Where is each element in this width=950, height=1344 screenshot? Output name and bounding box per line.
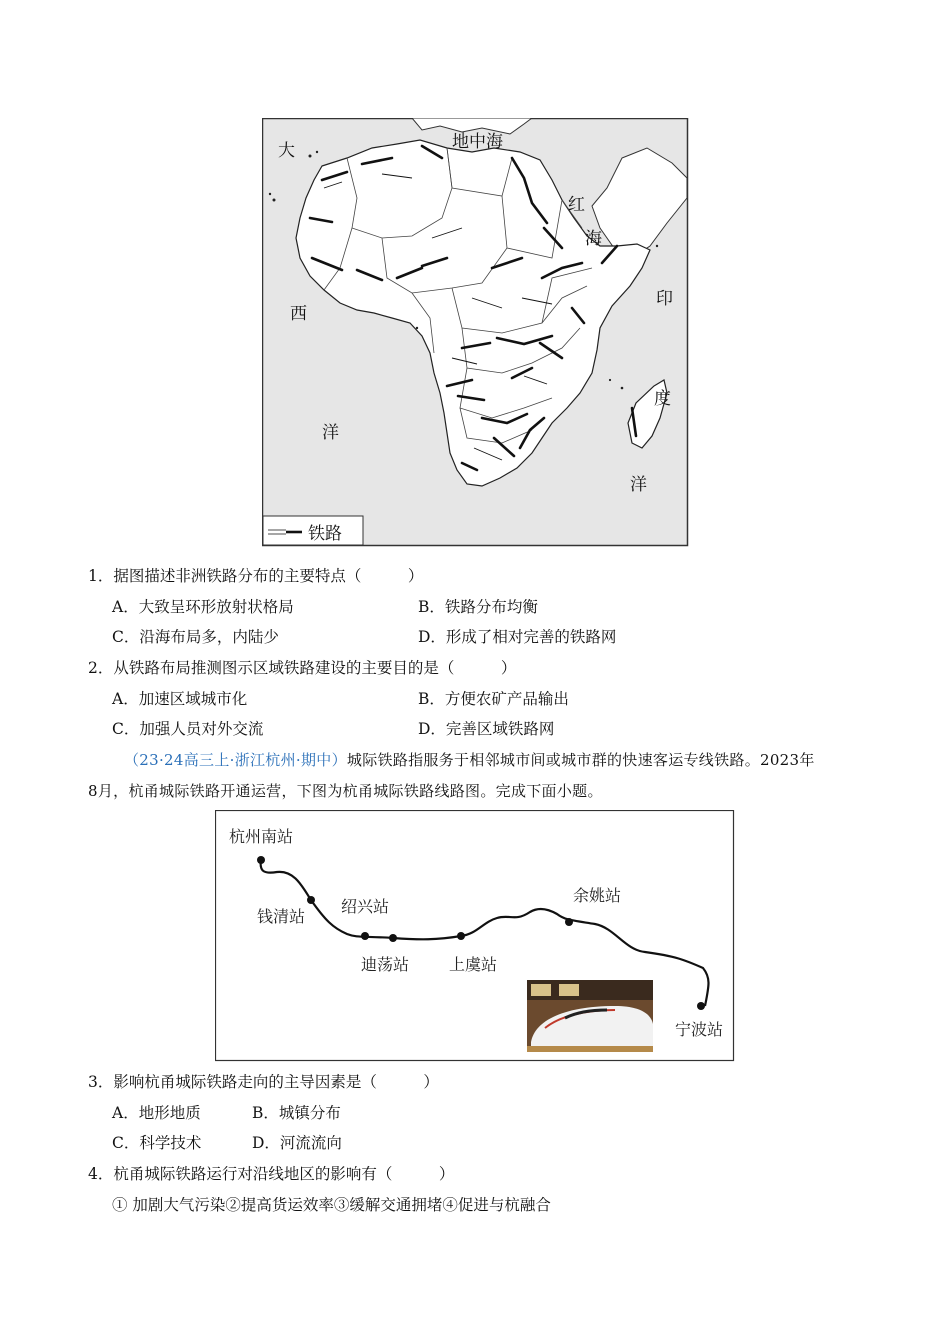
legend-label: 铁路 <box>308 524 342 544</box>
label-atlantic-2: 西 <box>290 304 307 324</box>
intro-text-1: 城际铁路指服务于相邻城市间或城市群的快速客运专线铁路。2023年 <box>346 751 815 769</box>
station-dot-hangzhounan <box>257 856 265 864</box>
africa-railway-map <box>262 118 689 548</box>
label-atlantic-1: 大 <box>278 141 295 161</box>
map-legend <box>263 516 363 545</box>
question-1-option-d[interactable]: D．形成了相对完善的铁路网 <box>418 628 617 646</box>
question-1-option-b[interactable]: B．铁路分布均衡 <box>418 598 538 616</box>
station-dot-shangyu <box>457 932 465 940</box>
station-label-didang: 迪荡站 <box>361 955 410 974</box>
train-photo <box>527 980 653 1052</box>
question-3-stem: 3．影响杭甬城际铁路走向的主导因素是（ ） <box>88 1073 439 1091</box>
question-2-option-d[interactable]: D．完善区域铁路网 <box>418 720 555 738</box>
label-indian-2: 度 <box>654 389 671 409</box>
station-dot-qianqing <box>307 896 315 904</box>
question-2-option-a[interactable]: A．加速区域城市化 <box>112 690 248 708</box>
station-label-hangzhounan: 杭州南站 <box>229 827 294 846</box>
hangyong-rail-map <box>215 810 735 1062</box>
label-red-sea-2: 海 <box>585 229 602 249</box>
label-atlantic-3: 洋 <box>322 423 339 443</box>
station-dot-didang <box>389 934 397 942</box>
question-3-option-d[interactable]: D．河流流向 <box>252 1134 342 1152</box>
intro-line-2: 8月，杭甬城际铁路开通运营，下图为杭甬城际铁路线路图。完成下面小题。 <box>88 782 603 800</box>
question-4-statements: ① 加剧大气污染②提高货运效率③缓解交通拥堵④促进与杭融合 <box>112 1196 551 1214</box>
question-3-option-c[interactable]: C．科学技术 <box>112 1134 202 1152</box>
question-1-stem: 1．据图描述非洲铁路分布的主要特点（ ） <box>88 567 424 585</box>
label-red-sea-1: 红 <box>568 195 585 215</box>
label-mediterranean: 地中海 <box>452 132 503 152</box>
station-label-shaoxing: 绍兴站 <box>341 897 390 916</box>
station-dot-shaoxing <box>361 932 369 940</box>
question-4-stem: 4．杭甬城际铁路运行对沿线地区的影响有（ ） <box>88 1165 455 1183</box>
question-3-option-b[interactable]: B．城镇分布 <box>252 1104 341 1122</box>
station-dot-yuyao <box>565 918 573 926</box>
intro-source: （23·24高三上·浙江杭州·期中） <box>124 751 347 769</box>
station-label-shangyu: 上虞站 <box>449 955 498 974</box>
station-dot-ningbo <box>697 1002 705 1010</box>
question-2-option-b[interactable]: B．方便农矿产品输出 <box>418 690 569 708</box>
question-3-option-a[interactable]: A．地形地质 <box>112 1104 201 1122</box>
station-label-ningbo: 宁波站 <box>675 1020 724 1039</box>
station-label-qianqing: 钱清站 <box>257 907 306 926</box>
label-indian-1: 印 <box>656 289 673 309</box>
intro-line-1 <box>124 750 815 770</box>
question-1-option-a[interactable]: A．大致呈环形放射状格局 <box>112 598 294 616</box>
station-label-yuyao: 余姚站 <box>573 886 622 905</box>
question-1-option-c[interactable]: C．沿海布局多，内陆少 <box>112 628 279 646</box>
question-2-stem: 2．从铁路布局推测图示区域铁路建设的主要目的是（ ） <box>88 659 517 677</box>
label-indian-3: 洋 <box>630 475 647 495</box>
question-2-option-c[interactable]: C．加强人员对外交流 <box>112 720 264 738</box>
